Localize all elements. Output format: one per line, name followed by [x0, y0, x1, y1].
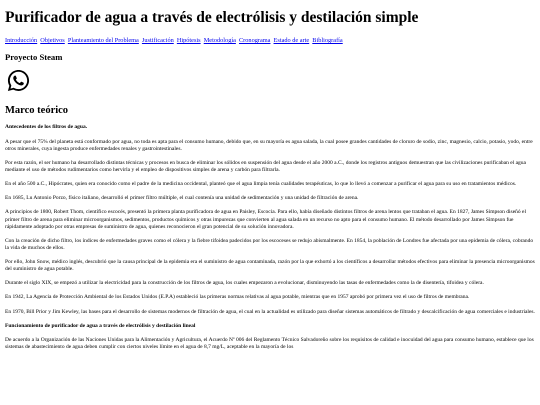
section-title: Marco teórico	[5, 105, 69, 117]
paragraph: A principios de 1800, Robert Thom, científico escocés, presentó la primera planta purificadora de agua en Paisley, Escocia. Para ello, había diseñado distintos filtros de arena lentos que trataban el agua. En 1827, James Simpson diseñó el primer filtro de arena para eliminar microorganismos, sedimentos, productos químicos y otras impurezas que convierten al agua salada en un recurso no apto para el consumo humano. El método desarrollado por James Simpson fue rápidamente adoptado por otras empresas de suministro de agua, quienes reconocieron el gran potencial de su solución innovadora.	[5, 209, 526, 230]
paragraph: En 1685, Lu Antonio Porzo, físico italiano, desarrolló el primer filtro múltiple, el cual contenía una unidad de sedimentación y una unidad de filtración de arena.	[5, 195, 359, 202]
paragraph: Por ello, John Snow, médico inglés, descubrió que la causa principal de la epidemia era el suministro de agua contaminada, razón por la que exhortó a los científicos a desarrollar métodos efectivos para eliminar la presencia microorganismos del suministro de agua potable.	[5, 259, 535, 273]
nav-link-bibliografia[interactable]: Bibliografía	[312, 37, 343, 45]
nav-link-planteamiento[interactable]: Planteamiento del Problema	[67, 37, 139, 45]
project-label: Proyecto Steam	[5, 52, 63, 63]
top-nav	[5, 37, 535, 44]
paragraph: Con la creación de dicho filtro, los índices de enfermedades graves como el cólera y la fiebre tifoidea padecidos por los escoceses se redujo abismalmente. En 1854, la población de Londres fue afectada por una epidemia de cólera, cobrando la vida de muchos de ellos.	[5, 237, 534, 251]
section-subtitle-2: Funcionamiento de purificador de agua a través de electrólisis y destilación lineal	[5, 322, 196, 329]
nav-link-justificacion[interactable]: Justificación	[141, 37, 174, 45]
nav-link-cronograma[interactable]: Cronograma	[238, 37, 271, 45]
nav-link-metodologia[interactable]: Metodología	[203, 37, 236, 45]
paragraph: Durante el siglo XIX, se empezó a utilizar la electricidad para la construcción de los filtros de agua, los cuales empezaron a evolucionar, disminuyendo las tasas de enfermedades como la de disentería, tifoidea y cólera.	[5, 280, 484, 287]
paragraph: En 1942, La Agencia de Protección Ambiental de los Estados Unidos (E.P.A) estableció las primeras normas relativas al agua potable, mientras que en 1957 aprobó por primera vez el uso de filtros de membrana.	[5, 294, 470, 301]
paragraph: Por esta razón, el ser humano ha desarrollado distintas técnicas y procesos en busca de eliminar los sólidos en suspensión del agua desde el año 2000 a.C., donde los registros antiguos demuestran que las civilizaciones purificaban el agua mediante el uso de métodos rudimentarios como hervirla y el empleo de dispositivos simples de arena y carbón para filtrarla.	[5, 159, 526, 173]
nav-link-objetivos[interactable]: Objetivos	[40, 37, 65, 45]
paragraph-closing: De acuerdo a la Organización de las Naciones Unidas para la Alimentación y Agricultura, el Acuerdo Nº 006 del Reglamento Técnico Salvadoreño sobre los requisitos de calidad e inocuidad del agua para consumo humano, establece que los sistemas de abastecimiento de agua deben cumplir con ciertos niveles límite en el agua de 8,7 mg/L, aceptable en la mayoría de los	[5, 336, 534, 351]
whatsapp-icon[interactable]	[6, 68, 31, 93]
nav-link-introduccion[interactable]: Introducción	[5, 37, 38, 45]
paragraph: A pesar que el 75% del planeta está conformado por agua, no toda es apta para el consumo humano, debido que, en su mayoría es agua salada, la cual posee grandes cantidades de cloruro de sodio, zinc, magnesio, calcio, potasio, yodo, entre otros minerales, cuya ingesta produce enfermedades renales y gastrointestinales.	[5, 138, 533, 152]
page-title: Purificador de agua a través de electrólisis y destilación simple	[5, 9, 419, 26]
nav-link-estado-de-arte[interactable]: Estado de arte	[273, 37, 310, 45]
section-subtitle: Antecedentes de los filtros de agua.	[5, 124, 88, 131]
nav-link-hipotesis[interactable]: Hipótesis	[176, 37, 201, 45]
paragraph: En 1970, Bill Prior y Jim Kewley, las bases para el desarrollo de sistemas modernos de filtración de agua, el cual en la actualidad es utilizado para diseñar sistemas automáticos de filtrado y descalcificación de agua comerciales e industriales.	[5, 308, 535, 315]
paragraph: En el año 500 a.C., Hipócrates, quien era conocido como el padre de la medicina occidental, planteó que el agua limpia tenía cualidades terapéuticas, lo que lo llevó a comenzar a purificar el agua para su uso en tratamientos médicos.	[5, 181, 517, 188]
